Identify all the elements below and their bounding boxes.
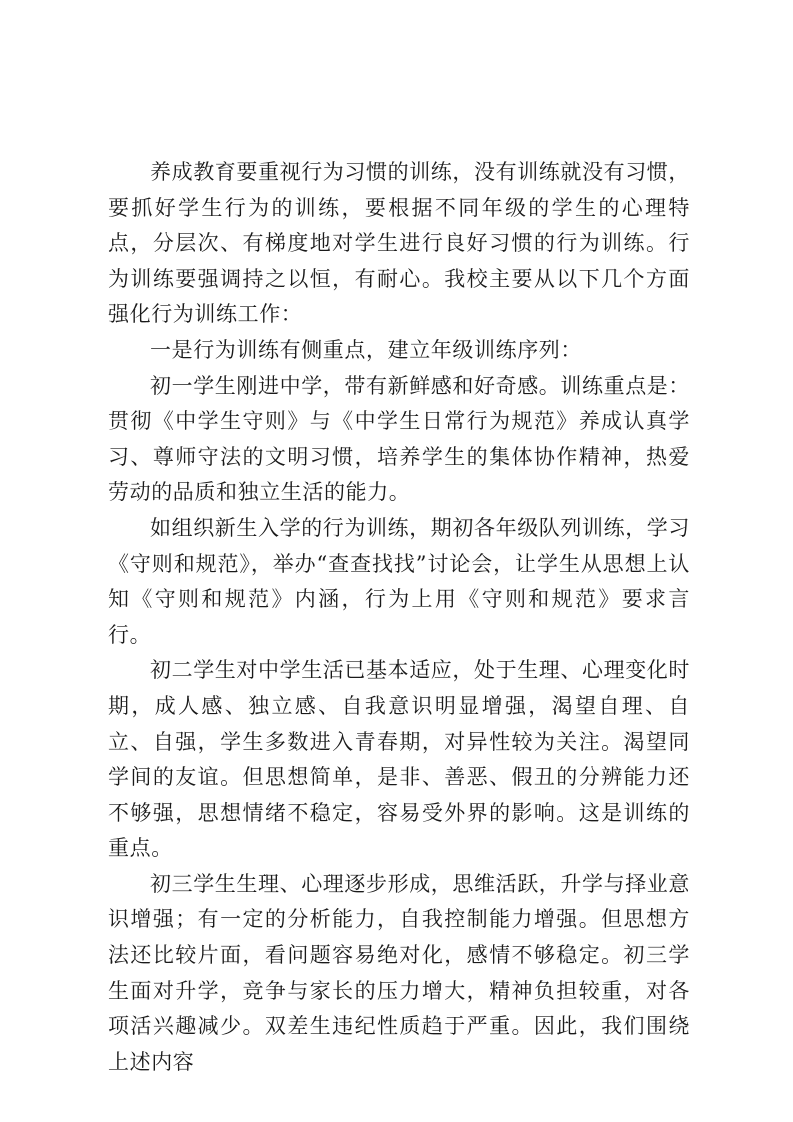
paragraph-grade-two: 初二学生对中学生活已基本适应，处于生理、心理变化时期，成人感、独立感、自我意识明显增强，渴望自理、自立、自强，学生多数进入青春期，对异性较为关注。渴望同学间的友谊。但思想简单，是非、善恶、假丑的分辨能力还不够强，思想情绪不稳定，容易受外界的影响。这是训练的重点。	[108, 658, 690, 861]
paragraph-grade-one: 初一学生刚进中学，带有新鲜感和好奇感。训练重点是：贯彻《中学生守则》与《中学生日常行为规范》养成认真学习、尊师守法的文明习惯，培养学生的集体协作精神，热爱劳动的品质和独立生活的能力。	[108, 373, 690, 505]
paragraph-intro: 养成教育要重视行为习惯的训练，没有训练就没有习惯，要抓好学生行为的训练，要根据不同年级的学生的心理特点，分层次、有梯度地对学生进行良好习惯的行为训练。行为训练要强调持之以恒，有耐心。我校主要从以下几个方面强化行为训练工作：	[108, 160, 690, 327]
paragraph-grade-one-activities: 如组织新生入学的行为训练，期初各年级队列训练，学习《守则和规范》，举办“查查找找”讨论会，让学生从思想上认知《守则和规范》内涵，行为上用《守则和规范》要求言行。	[108, 515, 690, 647]
document-body	[108, 155, 690, 1080]
paragraph-grade-sequence: 一是行为训练有侧重点，建立年级训练序列：	[150, 337, 582, 362]
paragraph-grade-three: 初三学生生理、心理逐步形成，思维活跃，升学与择业意识增强；有一定的分析能力，自我控制能力增强。但思想方法还比较片面，看问题容易绝对化，感情不够稳定。初三学生面对升学，竞争与家长的压力增大，精神负担较重，对各项活兴趣减少。双差生违纪性质趋于严重。因此，我们围绕上述内容	[108, 871, 690, 1074]
